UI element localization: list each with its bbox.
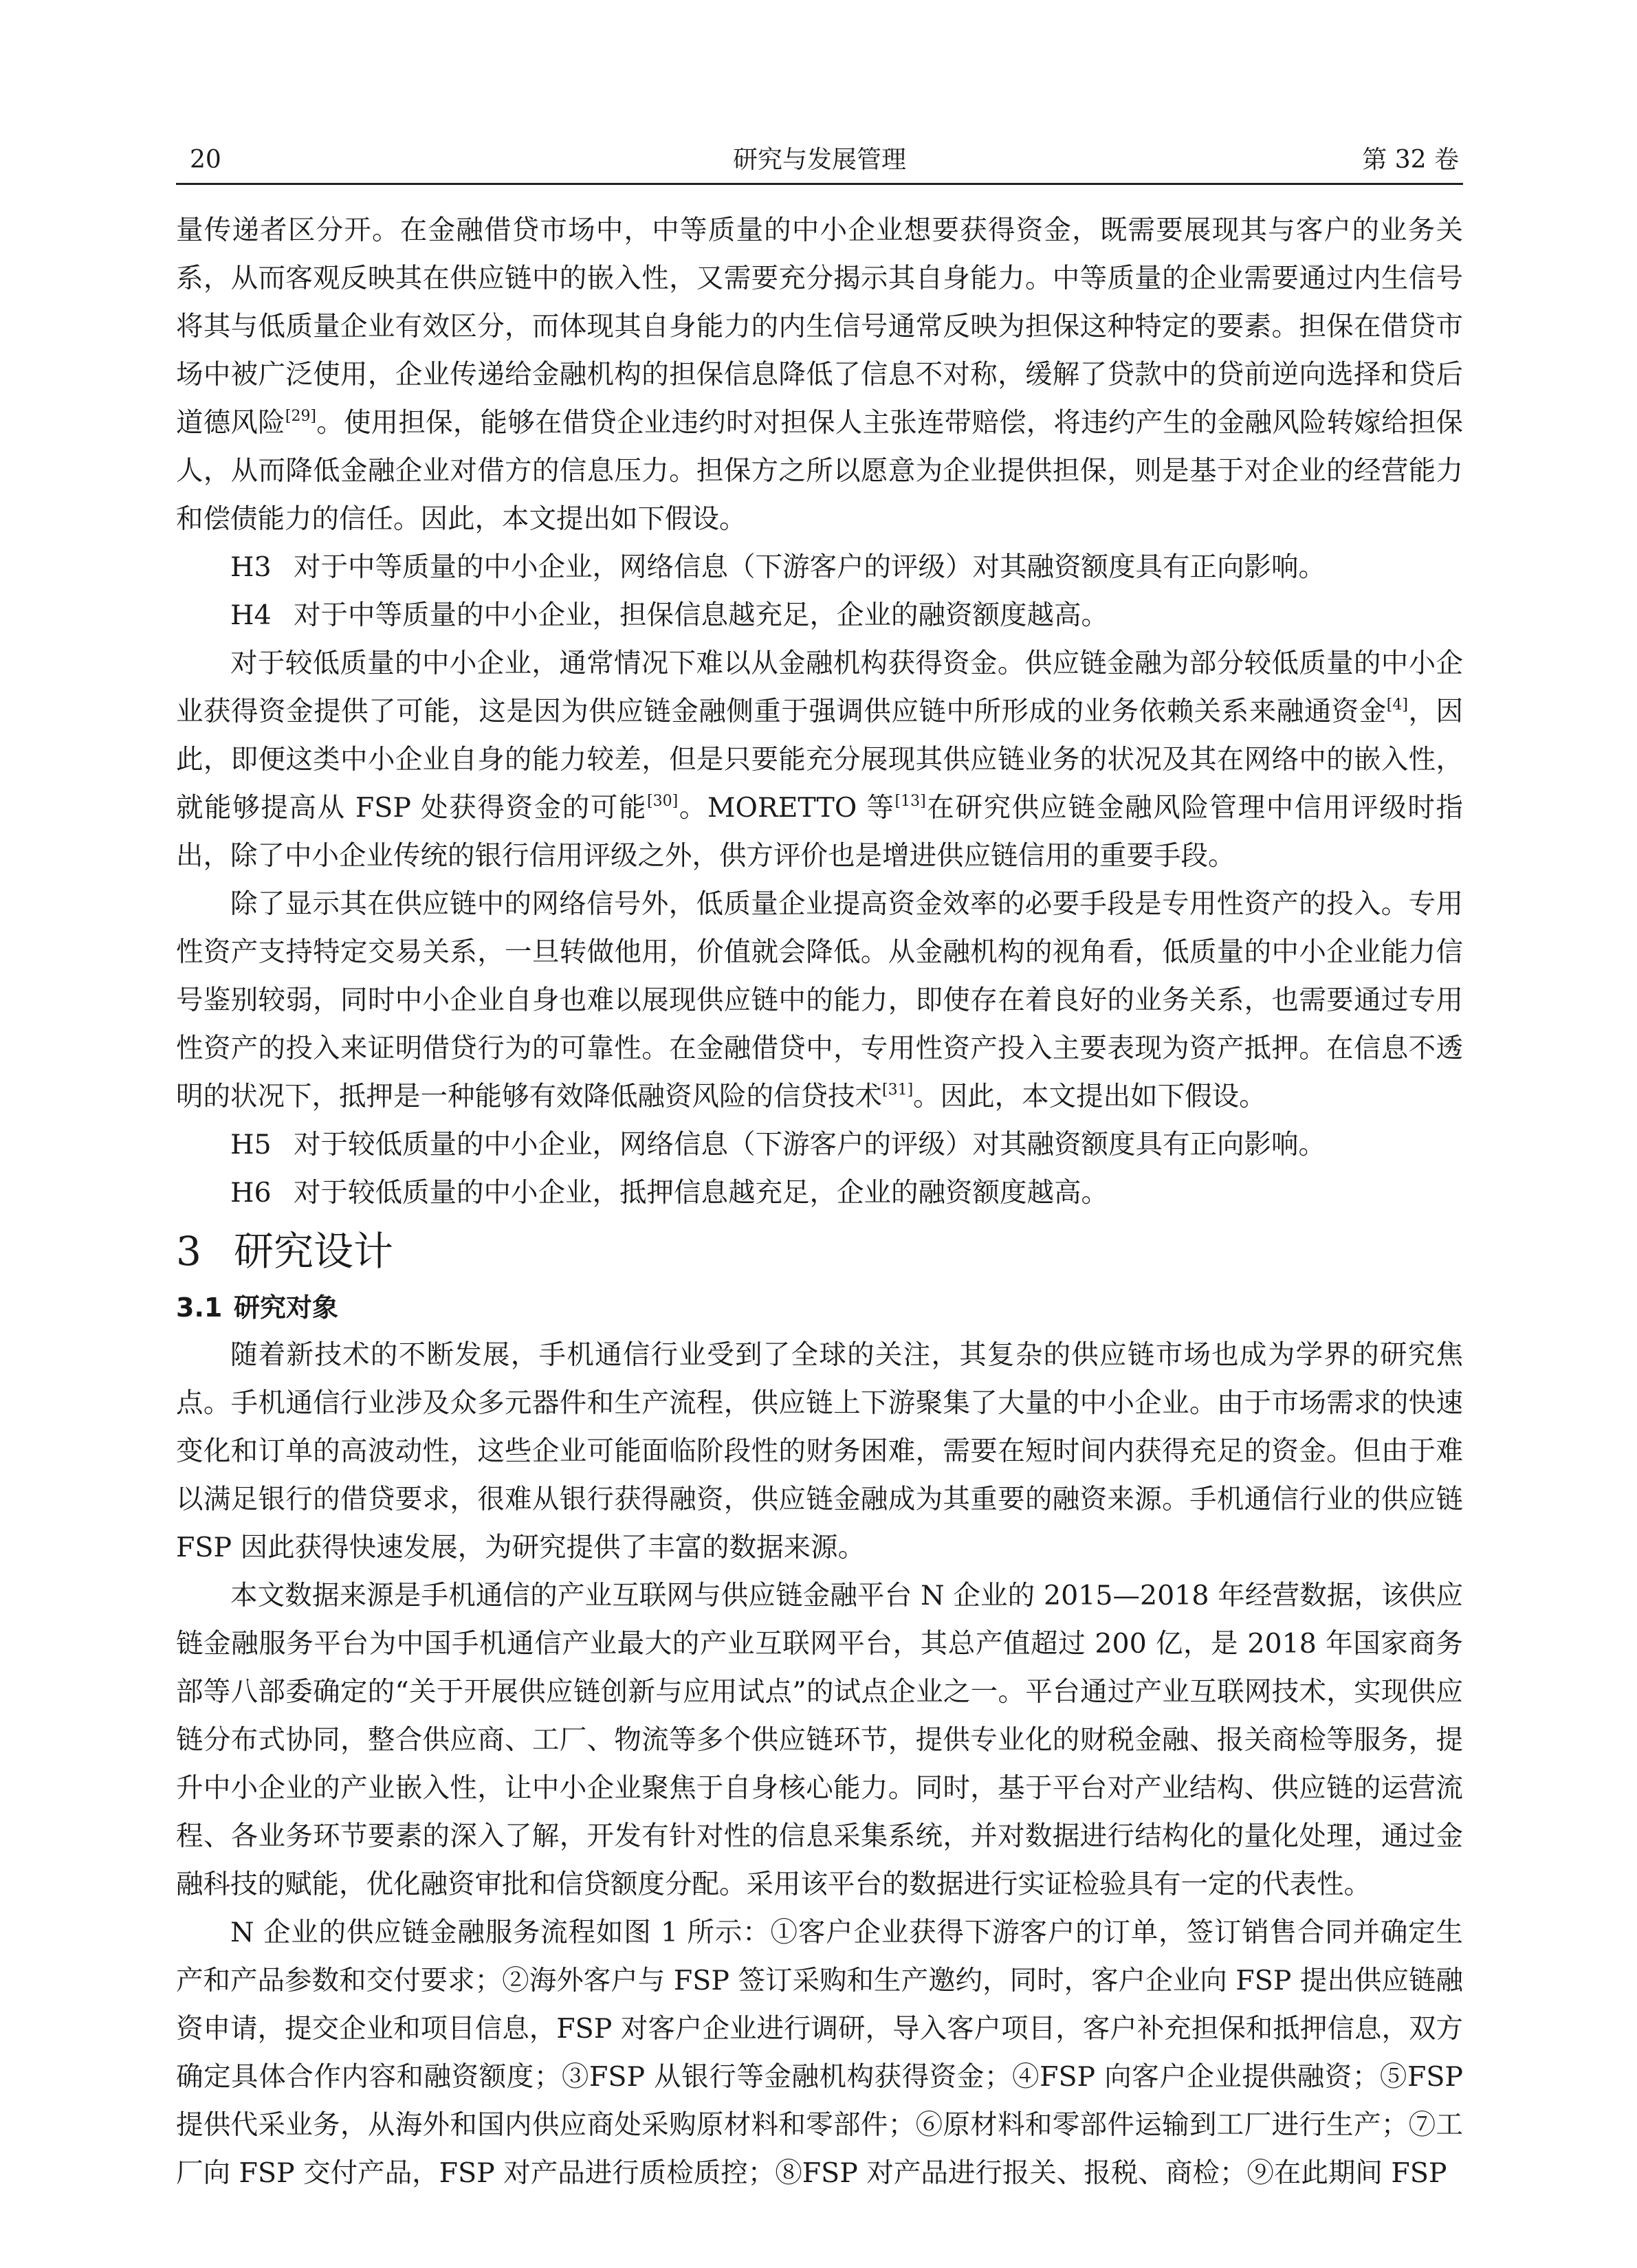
page-number: 20 [190, 146, 221, 174]
article-body [176, 206, 1463, 2197]
paragraph-low-quality [176, 639, 1463, 880]
citation-29: [29] [285, 408, 317, 425]
citation-13: [13] [894, 793, 926, 810]
paragraph-text: 量传递者区分开。在金融借贷市场中，中等质量的中小企业想要获得资金，既需要展现其与客户的业务关系，从而客观反映其在供应链中的嵌入性，又需要充分揭示其自身能力。中等质量的企业需要通过内生信号将其与低质量企业有效区分，而体现其自身能力的内生信号通常反映为担保这种特定的要素。担保在借贷市场中被广泛使用，企业传递给金融机构的担保信息降低了信息不对称，缓解了贷款中的贷前逆向选择和贷后道德风险 [176, 214, 1463, 439]
hypothesis-h6 [176, 1169, 1463, 1217]
paragraph-text: 。MORETTO 等 [678, 792, 895, 824]
hypothesis-text: 对于较低质量的中小企业，抵押信息越充足，企业的融资额度越高。 [294, 1177, 1108, 1209]
hypothesis-h5 [176, 1121, 1463, 1169]
journal-name: 研究与发展管理 [732, 146, 906, 174]
section-title: 研究设计 [234, 1228, 394, 1275]
subsection-title: 研究对象 [234, 1292, 339, 1323]
hypothesis-id: H5 [230, 1129, 272, 1160]
hypothesis-text: 对于中等质量的中小企业，网络信息（下游客户的评级）对其融资额度具有正向影响。 [294, 551, 1326, 583]
hypothesis-id: H4 [230, 599, 272, 631]
paragraph-text: 。使用担保，能够在借贷企业违约时对担保人主张连带赔偿，将违约产生的金融风险转嫁给担保人，从而降低金融企业对借方的信息压力。担保方之所以愿意为企业提供担保，则是基于对企业的经营能力和偿债能力的信任。因此，本文提出如下假设。 [176, 407, 1464, 535]
paragraph-process: N 企业的供应链金融服务流程如图 1 所示：①客户企业获得下游客户的订单，签订销售合同并确定生产和产品参数和交付要求；②海外客户与 FSP 签订采购和生产邀约，同时，客户企业向 FSP 提出供应链融资申请，提交企业和项目信息，FSP 对客户企业进行调研，导入客户项目，客户补充担保和抵押信息，双方确定具体合作内容和融资额度；③FSP 从银行等金融机构获得资金；④FSP 向客户企业提供融资；⑤FSP 提供代采业务，从海外和国内供应商处采购原材料和零部件；⑥原材料和零部件运输到工厂进行生产；⑦工厂向 FSP 交付产品，FSP 对产品进行质检质控；⑧FSP 对产品进行报关、报税、商检；⑨在此期间 FSP [176, 1917, 1463, 2189]
subsection-number: 3.1 [176, 1292, 223, 1323]
running-header [176, 137, 1463, 185]
hypothesis-text: 对于较低质量的中小企业，网络信息（下游客户的评级）对其融资额度具有正向影响。 [294, 1129, 1326, 1160]
section-heading [176, 1222, 1463, 1280]
paragraph-text: 对于较低质量的中小企业，通常情况下难以从金融机构获得资金。供应链金融为部分较低质量的中小企业获得资金提供了可能，这是因为供应链金融侧重于强调供应链中所形成的业务依赖关系来融通资金 [176, 648, 1463, 727]
paragraph-text: 在研究供应链金融风险管理中信用评级时指出，除了中小企业传统的银行信用评级之外，供方评价也是增进供应链信用的重要手段。 [176, 792, 1464, 872]
paragraph-data-source: 本文数据来源是手机通信的产业互联网与供应链金融平台 N 企业的 2015—2018 年经营数据，该供应链金融服务平台为中国手机通信产业最大的产业互联网平台，其总产值超过 200 亿，是 2018 年国家商务部等八部委确定的“关于开展供应链创新与应用试点”的试点企业之一。平台通过产业互联网技术，实现供应链分布式协同，整合供应商、工厂、物流等多个供应链环节，提供专业化的财税金融、报关商检等服务，提升中小企业的产业嵌入性，让中小企业聚焦于自身核心能力。同时，基于平台对产业结构、供应链的运营流程、各业务环节要素的深入了解，开发有针对性的信息采集系统，并对数据进行结构化的量化处理，通过金融科技的赋能，优化融资审批和信贷额度分配。采用该平台的数据进行实证检验具有一定的代表性。 [176, 1580, 1463, 1900]
hypothesis-h3 [176, 543, 1463, 591]
paragraph-text: ，因此，即便这类中小企业自身的能力较差，但是只要能充分展现其供应链业务的状况及其在网络中的嵌入性，就能够提高从 FSP 处获得资金的可能 [176, 696, 1464, 824]
citation-31: [31] [882, 1081, 914, 1099]
paragraph-guarantee [176, 206, 1463, 543]
citation-30: [30] [647, 793, 679, 810]
citation-4: [4] [1386, 696, 1408, 714]
paragraph-industry: 随着新技术的不断发展，手机通信行业受到了全球的关注，其复杂的供应链市场也成为学界的研究焦点。手机通信行业涉及众多元器件和生产流程，供应链上下游聚集了大量的中小企业。由于市场需求的快速变化和订单的高波动性，这些企业可能面临阶段性的财务困难，需要在短时间内获得充足的资金。但由于难以满足银行的借贷要求，很难从银行获得融资，供应链金融成为其重要的融资来源。手机通信行业的供应链 FSP 因此获得快速发展，为研究提供了丰富的数据来源。 [176, 1339, 1463, 1563]
volume-label: 第 32 卷 [1362, 146, 1459, 174]
section-number: 3 [176, 1228, 201, 1275]
paragraph-text: 除了显示其在供应链中的网络信号外，低质量企业提高资金效率的必要手段是专用性资产的投入。专用性资产支持特定交易关系，一旦转做他用，价值就会降低。从金融机构的视角看，低质量的中小企业能力信号鉴别较弱，同时中小企业自身也难以展现供应链中的能力，即使存在着良好的业务关系，也需要通过专用性资产的投入来证明借贷行为的可靠性。在金融借贷中，专用性资产投入主要表现为资产抵押。在信息不透明的状况下，抵押是一种能够有效降低融资风险的信贷技术 [176, 888, 1463, 1112]
paragraph-specific-assets [176, 880, 1463, 1121]
subsection-heading [176, 1284, 1463, 1331]
hypothesis-id: H3 [230, 551, 272, 583]
hypothesis-id: H6 [230, 1177, 272, 1209]
hypothesis-text: 对于中等质量的中小企业，担保信息越充足，企业的融资额度越高。 [294, 599, 1108, 631]
hypothesis-h4 [176, 591, 1463, 639]
paragraph-text: 。因此，本文提出如下假设。 [913, 1081, 1266, 1112]
